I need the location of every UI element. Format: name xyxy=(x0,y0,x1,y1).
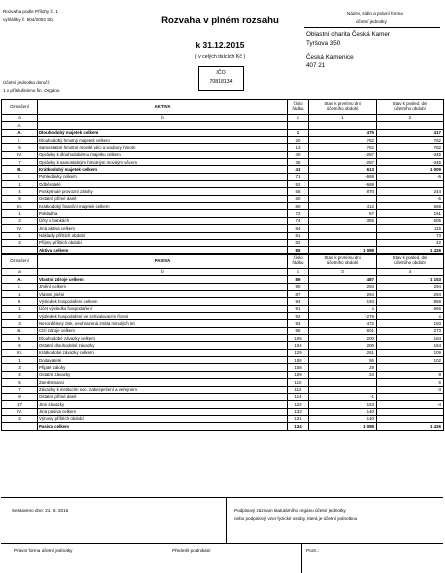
row-number: 134 xyxy=(288,423,309,430)
pasiva-row xyxy=(2,298,444,305)
row-name: Zaměstnanci xyxy=(38,379,288,386)
aktiva-sub-a: a xyxy=(2,115,38,122)
pasiva-row xyxy=(2,379,444,386)
row-name: Nerozdělený zisk, neuhrazená ztráta minulých let xyxy=(38,320,288,327)
aktiva-row xyxy=(2,144,444,151)
row-name: Ostatní závazky xyxy=(38,371,288,378)
row-name: Krátkodobý majetek celkem xyxy=(38,166,288,173)
pasiva-col-start: Stav k prvnímu dni účetního období xyxy=(309,254,377,269)
row-name: Výsledek hospodaření ve schvalovacím řízení xyxy=(38,313,288,320)
row-name: Výnosy příštích období xyxy=(38,415,288,422)
row-name: Vlastní jmění xyxy=(38,291,288,298)
legal-form-label: Právní forma účetní jednotky xyxy=(14,548,73,553)
row-number: 108 xyxy=(288,364,309,371)
row-value-start xyxy=(309,232,377,239)
row-number: 1 xyxy=(288,129,309,136)
row-label: 9 xyxy=(2,195,38,202)
row-value-start: 762 xyxy=(309,144,377,151)
row-name: Oprávky k samostatným hmotným movitým věcem xyxy=(38,159,288,166)
row-label: 4 xyxy=(2,371,38,378)
row-number: 92 xyxy=(288,313,309,320)
row-name: Příjmy příštích období xyxy=(38,239,288,246)
row-number: 81 xyxy=(288,232,309,239)
aktiva-row xyxy=(2,232,444,239)
row-number: 105 xyxy=(288,335,309,342)
aktiva-col-start: Stav k prvnímu dni účetního období xyxy=(309,100,377,115)
ico-label: IČO xyxy=(216,70,226,76)
row-value-end: 164 xyxy=(377,335,444,342)
row-label: III. xyxy=(2,203,38,210)
org-street: Tyršova 350 xyxy=(306,40,341,47)
pasiva-sub-b: b xyxy=(38,269,288,276)
row-name: Aktiva celkem xyxy=(38,247,288,254)
row-value-start: -287 xyxy=(309,151,377,158)
row-value-start: 294 xyxy=(309,291,377,298)
pasiva-row xyxy=(2,276,444,283)
row-name: Dlouhodobé závazky celkem xyxy=(38,335,288,342)
row-name: Jmění celkem xyxy=(38,283,288,290)
row-number: 82 xyxy=(288,239,309,246)
row-label: A. xyxy=(2,122,38,129)
row-label: 17 xyxy=(2,401,38,408)
pasiva-rows xyxy=(2,276,444,430)
footer-mid-rule xyxy=(1,543,443,544)
row-name: Ostatní dlouhodobé závazky xyxy=(38,342,288,349)
row-label: IV. xyxy=(2,151,38,158)
row-number: 72 xyxy=(288,210,309,217)
aktiva-table xyxy=(1,99,444,255)
row-number: 109 xyxy=(288,371,309,378)
row-value-end xyxy=(377,408,444,415)
row-number: 84 xyxy=(288,225,309,232)
row-label: 6 xyxy=(2,342,38,349)
row-value-start: 1 088 xyxy=(309,423,377,430)
aktiva-row xyxy=(2,159,444,166)
row-value-start: 29 xyxy=(309,364,377,371)
row-number: 71 xyxy=(288,173,309,180)
row-number: 74 xyxy=(288,217,309,224)
row-name: Krátkodobé závazky celkem xyxy=(38,349,288,356)
pasiva-row xyxy=(2,342,444,349)
org-city: Česká Kamenice xyxy=(306,54,354,61)
row-value-start: 613 xyxy=(309,166,377,173)
row-value-end: -6 xyxy=(377,173,444,180)
aktiva-row xyxy=(2,173,444,180)
row-name: Krátkodobý finanční majetek celkem xyxy=(38,203,288,210)
pasiva-row xyxy=(2,327,444,334)
ico-value: 70818134 xyxy=(209,79,233,85)
row-value-end: 244 xyxy=(377,188,444,195)
row-name: Pohledávky celkem xyxy=(38,173,288,180)
row-name: Ostatní přímé daně xyxy=(38,195,288,202)
row-value-start: 412 xyxy=(309,203,377,210)
row-number: 94 xyxy=(288,298,309,305)
row-label: II. xyxy=(2,298,38,305)
row-value-start: 200 xyxy=(309,342,377,349)
row-value-start: 153 xyxy=(309,401,377,408)
aktiva-row xyxy=(2,239,444,246)
row-value-end: 505 xyxy=(377,217,444,224)
row-number: 133 xyxy=(288,408,309,415)
row-value-end: 294 xyxy=(377,291,444,298)
pasiva-row xyxy=(2,320,444,327)
row-number: 40 xyxy=(288,151,309,158)
row-label: IV. xyxy=(2,408,38,415)
pasiva-row xyxy=(2,305,444,312)
row-value-start: 200 xyxy=(309,335,377,342)
row-label xyxy=(2,423,38,430)
row-number: 122 xyxy=(288,401,309,408)
pasiva-row xyxy=(2,283,444,290)
row-value-end: -345 xyxy=(377,151,444,158)
financial-office-note: 1 x příslušnému fin. Orgánu xyxy=(3,88,60,93)
row-number: 86 xyxy=(288,276,309,283)
row-name: Náklady příštích období xyxy=(38,232,288,239)
row-label: 9 xyxy=(2,393,38,400)
row-value-start xyxy=(309,386,377,393)
row-value-start: x xyxy=(309,305,377,312)
row-label: 2 xyxy=(2,313,38,320)
row-label: 1 xyxy=(2,291,38,298)
row-number: 87 xyxy=(288,291,309,298)
row-value-end: 193 xyxy=(377,320,444,327)
aktiva-sub-1: 1 xyxy=(309,115,377,122)
row-number: 106 xyxy=(288,357,309,364)
row-value-end: 859 xyxy=(377,298,444,305)
row-value-end: 5 xyxy=(377,379,444,386)
row-label: IV. xyxy=(2,225,38,232)
page-title: Rozvaha v plném rozsahu xyxy=(161,15,279,26)
row-value-start: 1 088 xyxy=(309,247,377,254)
pasiva-sub-a: a xyxy=(2,269,38,276)
row-value-end: 1 426 xyxy=(377,423,444,430)
row-value-end: -345 xyxy=(377,159,444,166)
row-value-start xyxy=(309,122,377,129)
row-label: 5 xyxy=(2,379,38,386)
row-label: 7 xyxy=(2,159,38,166)
org-name: Oblastní charita Česká Kamer xyxy=(306,31,390,38)
row-label: 2 xyxy=(2,239,38,246)
aktiva-row xyxy=(2,217,444,224)
pasiva-sub-4: 4 xyxy=(377,269,444,276)
aktiva-col-cislo: číslo řádku xyxy=(288,100,309,115)
aktiva-sub-b: b xyxy=(38,115,288,122)
row-value-start xyxy=(309,225,377,232)
row-number: 60 xyxy=(288,195,309,202)
aktiva-row xyxy=(2,225,444,232)
pasiva-row xyxy=(2,291,444,298)
row-label: 3 xyxy=(2,217,38,224)
row-number: 114 xyxy=(288,393,309,400)
row-number: 52 xyxy=(288,181,309,188)
pasiva-row xyxy=(2,335,444,342)
row-value-start xyxy=(309,239,377,246)
form-reference-line1: Rozvaha podle Přílohy č. 1 xyxy=(3,9,58,14)
pasiva-sub-c: c xyxy=(288,269,309,276)
row-number xyxy=(288,122,309,129)
row-value-end: 42 xyxy=(377,239,444,246)
row-value-start: -669 xyxy=(309,181,377,188)
row-value-start: 261 xyxy=(309,349,377,356)
row-name: Dodavatelé xyxy=(38,357,288,364)
row-number: 41 xyxy=(288,166,309,173)
pasiva-row xyxy=(2,408,444,415)
row-value-end: 1 153 xyxy=(377,276,444,283)
row-number: 85 xyxy=(288,247,309,254)
row-number: 129 xyxy=(288,349,309,356)
row-number: 13 xyxy=(288,144,309,151)
row-label: 1 xyxy=(2,210,38,217)
row-name: Pokladna xyxy=(38,210,288,217)
row-value-end: 417 xyxy=(377,129,444,136)
delivery-note: Účetní jednotka doručí: xyxy=(3,80,51,85)
compiled-date: Sestaveno dne: 21. 6. 2016 xyxy=(12,508,69,513)
row-value-start: 140 xyxy=(309,415,377,422)
row-value-end: 762 xyxy=(377,137,444,144)
row-label: A. xyxy=(2,276,38,283)
row-value-end: 164 xyxy=(377,342,444,349)
row-value-end: 273 xyxy=(377,327,444,334)
row-label: 1 xyxy=(2,357,38,364)
row-label: 3 xyxy=(2,320,38,327)
pasiva-sub-3: 3 xyxy=(309,269,377,276)
row-name xyxy=(38,122,288,129)
row-value-start: 472 xyxy=(309,320,377,327)
row-value-end: -3 xyxy=(377,386,444,393)
row-number: 131 xyxy=(288,415,309,422)
pasiva-row xyxy=(2,313,444,320)
row-label: A. xyxy=(2,129,38,136)
pasiva-col-oznaceni: Označení xyxy=(2,254,38,269)
row-name: Ostatní přímé daně xyxy=(38,393,288,400)
aktiva-rows xyxy=(2,122,444,254)
row-value-end: 1 426 xyxy=(377,247,444,254)
aktiva-row xyxy=(2,210,444,217)
pasiva-row xyxy=(2,386,444,393)
aktiva-col-end: Stav k posled. dni účetního období xyxy=(377,100,444,115)
row-label: I. xyxy=(2,173,38,180)
pasiva-row xyxy=(2,393,444,400)
row-value-start: 34 xyxy=(309,371,377,378)
row-value-end: -6 xyxy=(377,195,444,202)
row-number: 104 xyxy=(288,342,309,349)
row-number: 110 xyxy=(288,379,309,386)
row-name: Cizí zdroje celkem xyxy=(38,327,288,334)
row-value-end: 9 xyxy=(377,371,444,378)
aktiva-row xyxy=(2,203,444,210)
row-name: Účty v bankách xyxy=(38,217,288,224)
row-value-start: 601 xyxy=(309,327,377,334)
row-name: Oprávky k dlouhodobému majetku celkem xyxy=(38,151,288,158)
row-name: Samostatné hmotné movité věci a soubory hmotn xyxy=(38,144,288,151)
row-name: Jiné závazky xyxy=(38,401,288,408)
row-number: 93 xyxy=(288,320,309,327)
row-label: 3 xyxy=(2,364,38,371)
row-label: 6 xyxy=(2,144,38,151)
org-divider xyxy=(304,27,440,28)
row-value-start: 355 xyxy=(309,217,377,224)
row-number: 91 xyxy=(288,305,309,312)
row-value-end: x xyxy=(377,313,444,320)
pasiva-row xyxy=(2,371,444,378)
row-name: Jiná pasiva celkem xyxy=(38,408,288,415)
row-value-start: 56 xyxy=(309,357,377,364)
row-value-start: 57 xyxy=(309,210,377,217)
pasiva-row xyxy=(2,349,444,356)
aktiva-row xyxy=(2,188,444,195)
row-number: 55 xyxy=(288,188,309,195)
row-value-end: 762 xyxy=(377,144,444,151)
pasiva-row xyxy=(2,423,444,430)
org-label-line2: účetní jednotky xyxy=(356,19,387,24)
row-value-end: 666 xyxy=(377,305,444,312)
row-number: 90 xyxy=(288,283,309,290)
aktiva-row xyxy=(2,151,444,158)
row-value-end: 115 xyxy=(377,225,444,232)
row-value-start: 487 xyxy=(309,276,377,283)
row-value-end: 1 009 xyxy=(377,166,444,173)
row-name: Odběratelé xyxy=(38,181,288,188)
aktiva-col-oznaceni: Označení xyxy=(2,100,38,115)
row-value-start: 870 xyxy=(309,188,377,195)
row-value-start: -279 xyxy=(309,313,377,320)
org-zip: 407 21 xyxy=(306,62,326,69)
row-number: 95 xyxy=(288,327,309,334)
row-name: Jiná aktiva celkem xyxy=(38,225,288,232)
row-value-start: -1 xyxy=(309,393,377,400)
row-value-end xyxy=(377,181,444,188)
row-name: Dlouhodobý majetek celkem xyxy=(38,129,288,136)
footer-divider xyxy=(226,497,227,543)
aktiva-col-title: AKTIVA xyxy=(38,100,288,115)
aktiva-row xyxy=(2,122,444,129)
pasiva-row xyxy=(2,415,444,422)
aktiva-row xyxy=(2,181,444,188)
pasiva-col-title: PASIVA xyxy=(38,254,288,269)
aktiva-sub-c: c xyxy=(288,115,309,122)
row-value-end: 656 xyxy=(377,203,444,210)
row-label: I. xyxy=(2,137,38,144)
row-name: Vlastní zdroje celkem xyxy=(38,276,288,283)
row-label: 4 xyxy=(2,188,38,195)
row-label: B. xyxy=(2,166,38,173)
row-value-start: -669 xyxy=(309,173,377,180)
row-value-start: 294 xyxy=(309,283,377,290)
signature-note-line2: nebo podpisový vzor fyzické osoby, která je účetní jednotkou xyxy=(234,516,358,521)
row-value-start: 762 xyxy=(309,137,377,144)
row-value-end: -4 xyxy=(377,401,444,408)
row-value-start xyxy=(309,195,377,202)
row-value-start: 140 xyxy=(309,408,377,415)
row-number: 20 xyxy=(288,137,309,144)
row-label: 1 xyxy=(2,181,38,188)
footer-note-divider xyxy=(301,543,302,573)
row-value-start: 193 xyxy=(309,298,377,305)
row-name: Přijaté zálohy xyxy=(38,364,288,371)
row-value-end xyxy=(377,393,444,400)
aktiva-sub-2: 2 xyxy=(377,115,444,122)
form-reference-line2: vyhlášky č. 504/2002 Sb. xyxy=(3,17,55,22)
row-value-end: 102 xyxy=(377,357,444,364)
row-name: Výsledek hospodaření celkem xyxy=(38,298,288,305)
row-name: Účet výsledku hospodaření xyxy=(38,305,288,312)
row-value-start: 475 xyxy=(309,129,377,136)
aktiva-row xyxy=(2,137,444,144)
row-label: 1 xyxy=(2,305,38,312)
row-value-start xyxy=(309,379,377,386)
business-subject-label: Předmět podnikání xyxy=(172,548,211,553)
pasiva-col-cislo: číslo řádku xyxy=(288,254,309,269)
balance-date: k 31.12.2015 xyxy=(195,40,245,50)
signature-note-line1: Podpisový záznam statutárního orgánu účetní jednotky xyxy=(234,508,346,513)
row-label: 7 xyxy=(2,386,38,393)
row-name: Závazky k institucím soc. zabezpečení a veřejném xyxy=(38,386,288,393)
units-note: ( v celých tisících Kč ) xyxy=(194,54,246,60)
row-value-end xyxy=(377,364,444,371)
row-label: 2 xyxy=(2,415,38,422)
row-label: 1 xyxy=(2,232,38,239)
row-value-end xyxy=(377,122,444,129)
aktiva-row xyxy=(2,195,444,202)
row-value-end: 73 xyxy=(377,232,444,239)
row-name: Dlouhodobý hmotný majetek celkem xyxy=(38,137,288,144)
row-label: III. xyxy=(2,349,38,356)
row-name: Pasiva celkem xyxy=(38,423,288,430)
row-value-end xyxy=(377,415,444,422)
row-value-end: 151 xyxy=(377,210,444,217)
pasiva-row xyxy=(2,401,444,408)
row-number: 112 xyxy=(288,386,309,393)
note-label: Pozn.: xyxy=(306,548,320,553)
row-value-start: -287 xyxy=(309,159,377,166)
row-value-end: 294 xyxy=(377,283,444,290)
row-label: I. xyxy=(2,283,38,290)
aktiva-row xyxy=(2,166,444,173)
org-label-line1: Název, sídlo a právní forma xyxy=(347,11,403,16)
row-number: 80 xyxy=(288,203,309,210)
row-name: Poskytnuté provozní zálohy xyxy=(38,188,288,195)
pasiva-row xyxy=(2,364,444,371)
aktiva-row xyxy=(2,129,444,136)
row-label: II. xyxy=(2,335,38,342)
row-label: B. xyxy=(2,327,38,334)
footer-top-rule xyxy=(1,497,443,498)
pasiva-row xyxy=(2,357,444,364)
row-number: 35 xyxy=(288,159,309,166)
row-value-end: 109 xyxy=(377,349,444,356)
pasiva-col-end: Stav k posled. dni účetního období xyxy=(377,254,444,269)
pasiva-table xyxy=(1,253,444,431)
